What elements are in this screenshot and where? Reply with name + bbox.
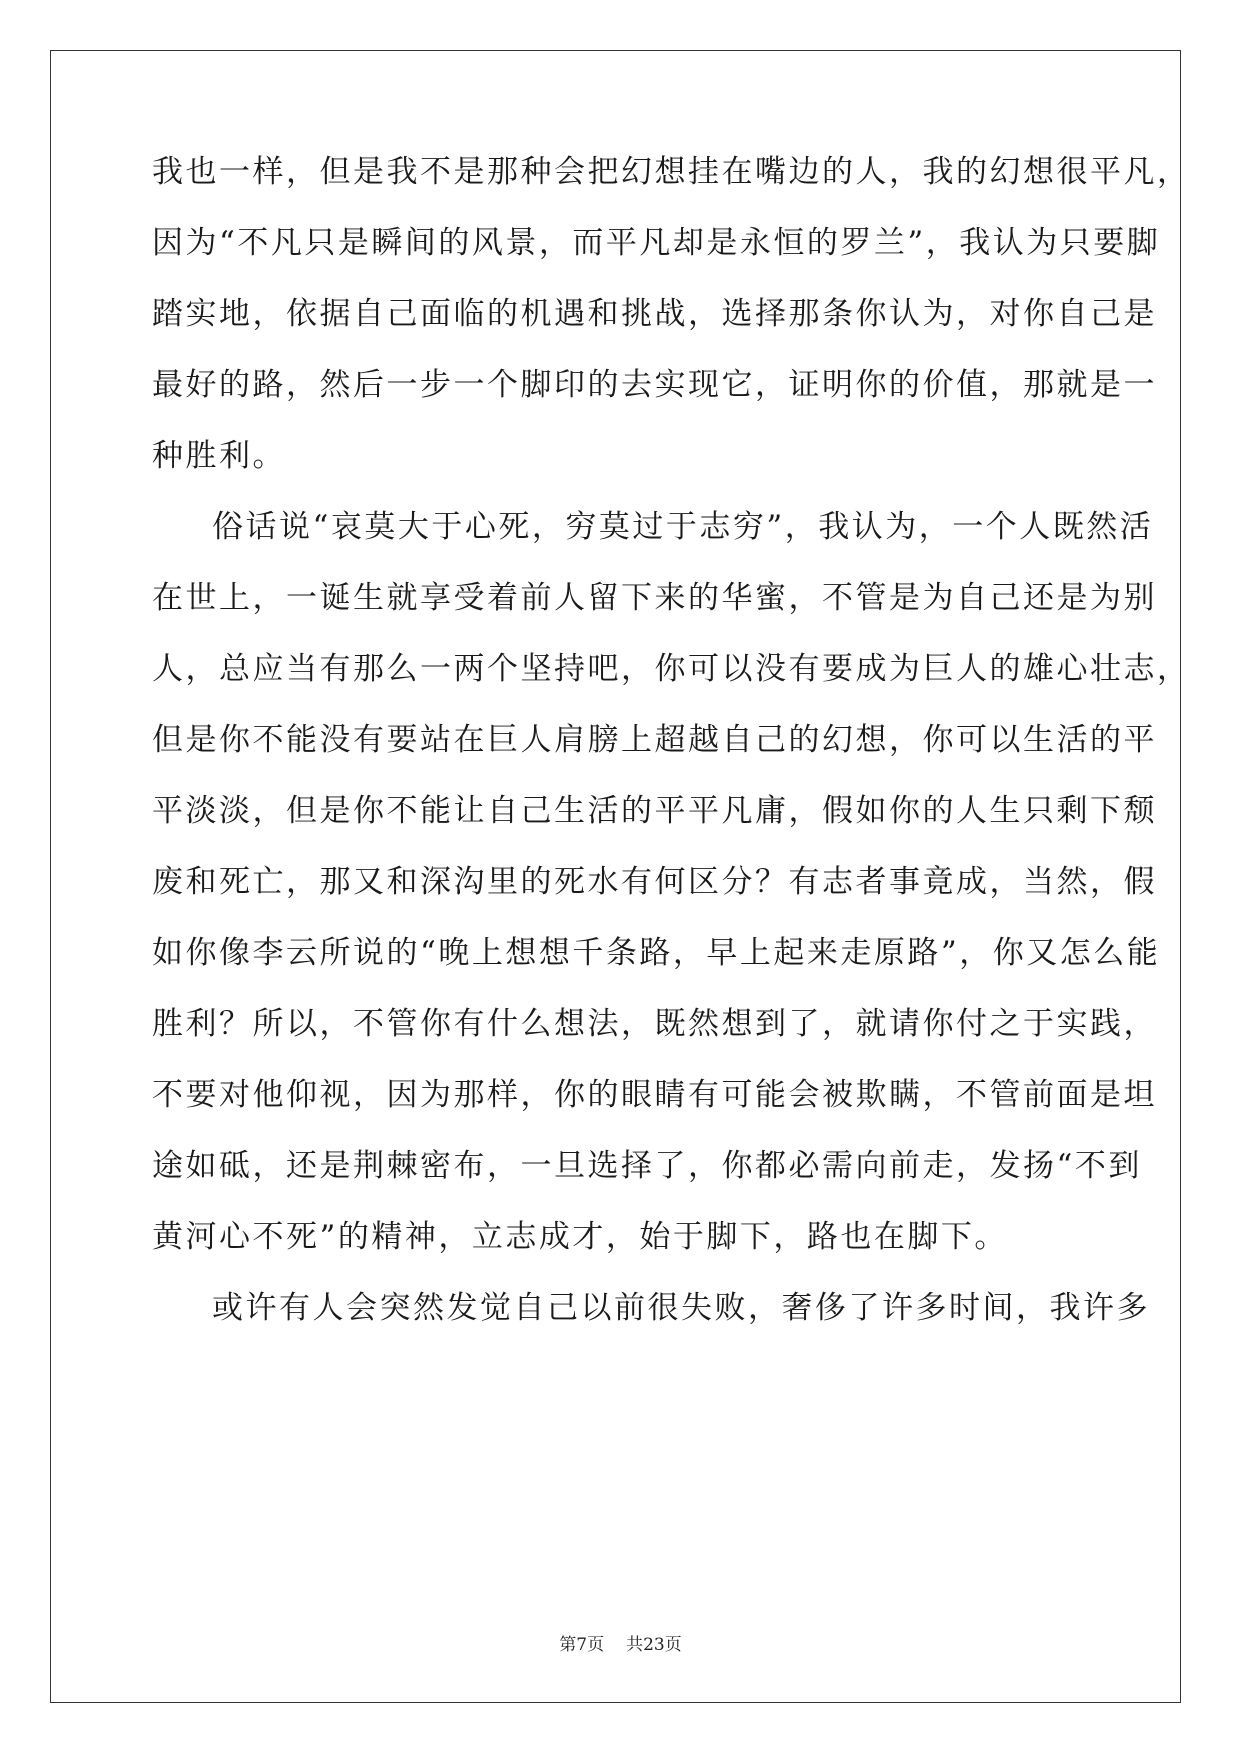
body-text-line: 踏实地，依据自己面临的机遇和挑战，选择那条你认为，对你自己是	[152, 296, 1157, 332]
body-text-line: 但是你不能没有要站在巨人肩膀上超越自己的幻想，你可以生活的平	[152, 722, 1157, 758]
body-text-line: 人，总应当有那么一两个坚持吧，你可以没有要成为巨人的雄心壮志，	[152, 651, 1191, 687]
body-text-line: 不要对他仰视，因为那样，你的眼睛有可能会被欺瞒，不管前面是坦	[152, 1077, 1157, 1113]
paragraph-start-line: 俗话说“哀莫大于心死，穷莫过于志穷”，我认为，一个人既然活	[212, 509, 1154, 545]
body-text-line: 我也一样，但是我不是那种会把幻想挂在嘴边的人，我的幻想很平凡，	[152, 154, 1191, 190]
body-text-line: 平淡淡，但是你不能让自己生活的平平凡庸，假如你的人生只剩下颓	[152, 793, 1157, 829]
body-text-line: 种胜利。	[152, 438, 286, 474]
body-text-line: 废和死亡，那又和深沟里的死水有何区分？有志者事竟成，当然，假	[152, 864, 1157, 900]
paragraph-start-line: 或许有人会突然发觉自己以前很失败，奢侈了许多时间，我许多	[212, 1290, 1150, 1326]
body-text-line: 黄河心不死”的精神，立志成才，始于脚下，路也在脚下。	[152, 1219, 1008, 1255]
page-number: 第7页	[559, 1635, 605, 1655]
body-text-line: 最好的路，然后一步一个脚印的去实现它，证明你的价值，那就是一	[152, 367, 1157, 403]
body-text-line: 因为“不凡只是瞬间的风景，而平凡却是永恒的罗兰”，我认为只要脚	[152, 225, 1161, 261]
body-text-line: 如你像李云所说的“晚上想想千条路，早上起来走原路”，你又怎么能	[152, 935, 1161, 971]
body-text-line: 胜利？所以，不管你有什么想法，既然想到了，就请你付之于实践，	[152, 1006, 1157, 1042]
body-text-line: 途如砥，还是荆棘密布，一旦选择了，你都必需向前走，发扬“不到	[152, 1148, 1142, 1184]
body-text-line: 在世上，一诞生就享受着前人留下来的华蜜，不管是为自己还是为别	[152, 580, 1157, 616]
page-total: 共23页	[626, 1635, 682, 1655]
page-footer	[0, 1630, 1241, 1655]
